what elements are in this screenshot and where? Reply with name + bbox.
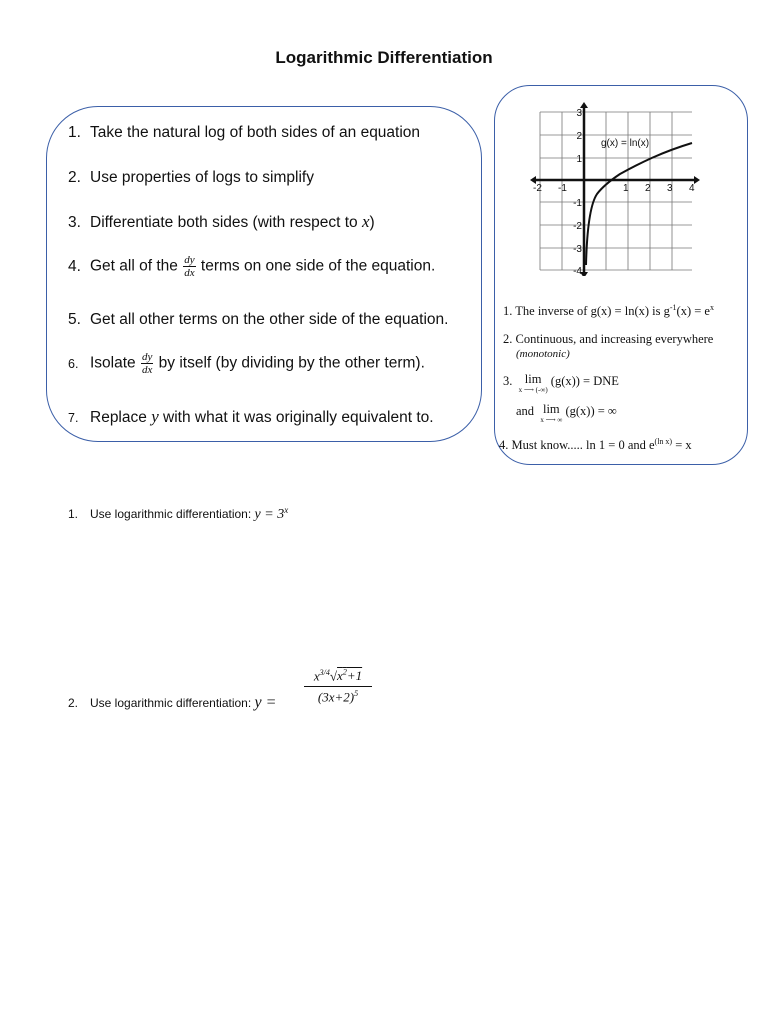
question-math: y = 3 — [254, 507, 285, 522]
x-tick-label: 1 — [623, 183, 629, 194]
step-text: Take the natural log of both sides of an equation — [90, 124, 421, 141]
dy-dx-fraction: $\frac{dy}{dx}$ — [184, 254, 195, 279]
step-text: Use properties of logs to simplify — [90, 169, 314, 186]
x-tick-label: 4 — [689, 183, 695, 194]
fact-4: 4. Must know..... ln 1 = 0 and $e^{(ln x)} = x$ — [499, 437, 692, 453]
step-text-end: with what it was originally equivalent to. — [158, 409, 434, 426]
step-text: Replace — [90, 409, 152, 426]
y-tick-label: -4 — [573, 266, 582, 276]
question-2-fraction — [304, 668, 372, 706]
limit-notation: lim x ⟶ (-∞) — [518, 372, 548, 394]
step-text: Differentiate both sides (with respect to — [90, 214, 362, 231]
step-5 — [68, 311, 448, 329]
y-tick-label: -1 — [573, 198, 582, 209]
step-1 — [68, 124, 420, 142]
x-tick-label: -1 — [558, 183, 567, 194]
step-text-end: terms on one side of the equation. — [196, 257, 436, 275]
step-number: 2. — [68, 169, 81, 186]
step-number: 4. — [68, 257, 81, 275]
question-text: Use logarithmic differentiation: — [90, 696, 255, 710]
step-4 — [68, 254, 435, 279]
ln-curve — [586, 143, 692, 265]
fact-2: 2. Continuous, and increasing everywhere — [503, 332, 714, 346]
step-text: Isolate — [90, 354, 140, 372]
page-title: Logarithmic Differentiation — [275, 48, 493, 67]
fraction-numerator: $x^{3/4}√x^2+1$ — [304, 668, 372, 687]
y-tick-label: -3 — [573, 244, 582, 255]
step-number: 7. — [68, 411, 79, 425]
question-text: Use logarithmic differentiation: — [90, 507, 255, 521]
function-label: g(x) = ln(x) — [601, 138, 650, 149]
fact-3: 3. lim x ⟶ (-∞) (g(x)) = DNE — [503, 372, 619, 394]
step-2 — [68, 169, 314, 187]
dy-dx-fraction: $\frac{dy}{dx}$ — [141, 351, 153, 376]
x-tick-label: 3 — [667, 183, 673, 194]
step-text-end: ) — [369, 214, 375, 231]
step-number: 5. — [68, 311, 81, 328]
fact-1: 1. The inverse of g(x) = ln(x) is $g^{-1}(x) = e^x$ — [503, 303, 714, 319]
y-tick-label: 1 — [576, 154, 582, 165]
y-tick-label: 3 — [576, 108, 582, 119]
step-number: 3. — [68, 214, 81, 231]
fact-2-note: (monotonic) — [516, 348, 570, 360]
question-number: 1. — [68, 507, 79, 521]
y-tick-labels — [573, 108, 582, 276]
ln-graph — [526, 100, 706, 276]
step-text: Get all of the — [90, 257, 183, 275]
fact-3b: and lim x ⟶ ∞ (g(x)) = ∞ — [516, 402, 617, 424]
axes — [532, 104, 698, 276]
math-variable: y — [151, 407, 159, 426]
question-number: 2. — [68, 696, 79, 710]
step-text: Get all other terms on the other side of the equation. — [90, 311, 449, 328]
x-tick-label: 2 — [645, 183, 651, 194]
step-number: 1. — [68, 124, 81, 141]
step-text-end: by itself (by dividing by the other term). — [154, 354, 425, 372]
y-tick-label: -2 — [573, 221, 582, 232]
step-7 — [68, 407, 434, 427]
question-math: y = — [254, 694, 277, 711]
math-variable: x — [361, 212, 370, 231]
question-1: 1. Use logarithmic differentiation: $y = 3^x$ — [68, 505, 289, 522]
step-3 — [68, 212, 375, 232]
fraction-denominator: $(3x+2)^5$ — [317, 689, 359, 705]
limit-notation: lim x ⟶ ∞ — [540, 402, 563, 424]
x-tick-label: -2 — [533, 183, 542, 194]
x-tick-labels — [533, 183, 695, 194]
step-number: 6. — [68, 356, 79, 371]
step-6 — [68, 351, 425, 376]
y-tick-label: 2 — [576, 131, 582, 142]
question-2 — [68, 694, 276, 712]
radicand: $x^2+1$ — [337, 668, 363, 684]
